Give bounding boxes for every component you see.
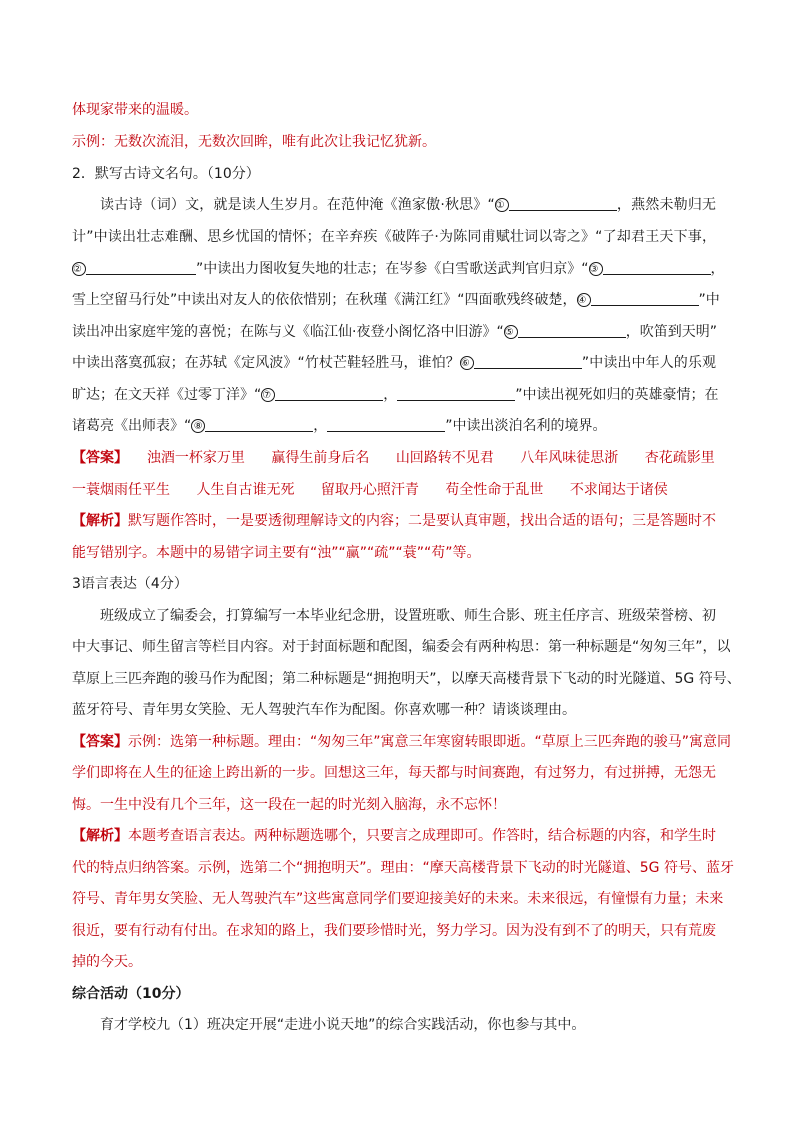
fill-blank-8b[interactable] bbox=[327, 416, 445, 432]
q2-text-line-2: 计”中读出壮志难酬、思乡忧国的情怀；在辛弃疾《破阵子·为陈同甫赋壮词以寄之》“了却君王天下事， bbox=[72, 229, 716, 245]
q3-text-line-3: 草原上三匹奔跑的骏马作为配图；第二种标题是“拥抱明天”，以摩天高楼背景下飞动的时光隧道、5G 符号、 bbox=[72, 671, 741, 687]
q2-text-line-5: 读出冲出家庭牢笼的喜悦；在陈与义《临江仙·夜登小阁忆洛中旧游》“⑤ ，吹笛到天明” bbox=[72, 324, 717, 340]
q2-analysis-line-2: 能写错别字。本题中的易错字词主要有“浊”“赢”“疏”“蓑”“苟”等。 bbox=[72, 545, 481, 561]
q2-title: 2．默写古诗文名句。（10分） bbox=[72, 166, 260, 182]
answer-item: 人生自古谁无死 bbox=[196, 482, 295, 498]
blank-number-7: ⑦ bbox=[261, 388, 275, 402]
answer-item: 浊酒一杯家万里 bbox=[146, 450, 245, 466]
q2-analysis-line-1: 【解析】默写题作答时，一是要透彻理解诗文的内容；二是要认真审题，找出合适的语句；三是答题时不 bbox=[72, 513, 716, 529]
q3-analysis-line-3: 符号、青年男女笑脸、无人驾驶汽车”这些寓意同学们要迎接美好的未来。未来很远，有憧憬有力量；未来 bbox=[72, 891, 724, 907]
q2-text-line-4: 雪上空留马行处”中读出对友人的依依惜别；在秋瑾《满江红》“四面歌残终破楚，④ ”中 bbox=[72, 292, 720, 308]
analysis-tag: 【解析】 bbox=[72, 828, 128, 844]
fill-blank-3[interactable] bbox=[603, 259, 711, 275]
q2-text-line-1: 读古诗（词）文，就是读人生岁月。在范仲淹《渔家傲·秋思》“① ，燕然未勒归无 bbox=[100, 197, 717, 213]
answer-item: 赢得生前身后名 bbox=[271, 450, 370, 466]
example-line: 示例：无数次流泪，无数次回眸，唯有此次让我记忆犹新。 bbox=[72, 134, 436, 150]
answer-item: 留取丹心照汗青 bbox=[320, 482, 419, 498]
q3-title: 3语言表达（4分） bbox=[72, 576, 188, 592]
q2-answer-row-1 bbox=[72, 448, 737, 468]
q3-analysis-line-5: 掉的今天。 bbox=[72, 954, 142, 970]
answer-item: 杏花疏影里 bbox=[644, 450, 715, 466]
q2-text-line-8: 诸葛亮《出师表》“ ⑧ ， ”中读出淡泊名利的境界。 bbox=[72, 418, 607, 434]
q3-text-line-1: 班级成立了编委会，打算编写一本毕业纪念册，设置班歌、师生合影、班主任序言、班级荣誉榜、初 bbox=[100, 608, 716, 624]
answer-item: 不求闻达于诸侯 bbox=[569, 482, 668, 498]
blank-number-1: ① bbox=[495, 198, 509, 212]
q2-text-line-7: 旷达；在文天祥《过零丁洋》“⑦ ， ”中读出视死如归的英雄豪情；在 bbox=[72, 387, 719, 403]
fill-blank-5[interactable] bbox=[518, 322, 626, 338]
answer-item: 山回路转不见君 bbox=[395, 450, 494, 466]
q2-text-line-3: ② ”中读出力图收复失地的壮志；在岑参《白雪歌送武判官归京》“③ ， bbox=[73, 261, 725, 277]
fill-blank-7b[interactable] bbox=[397, 385, 515, 401]
q2-answer-row-2 bbox=[72, 480, 690, 500]
activity-intro: 育才学校九（1）班决定开展“走进小说天地”的综合实践活动，你也参与其中。 bbox=[100, 1017, 586, 1033]
blank-number-2: ② bbox=[72, 262, 86, 276]
prev-answer-line: 体现家带来的温暖。 bbox=[72, 102, 198, 118]
blank-number-4: ④ bbox=[577, 293, 591, 307]
fill-blank-6[interactable] bbox=[474, 353, 582, 369]
q3-answer-line-1: 【答案】示例：选第一种标题。理由：“匆匆三年”寓意三年寒窗转眼即逝。“草原上三匹奔跑的骏马”寓意同 bbox=[72, 734, 732, 750]
analysis-tag: 【解析】 bbox=[72, 513, 128, 529]
q3-text-line-4: 蓝牙符号、青年男女笑脸、无人驾驶汽车作为配图。你喜欢哪一种？请谈谈理由。 bbox=[72, 702, 576, 718]
answer-item: 八年风味徒思浙 bbox=[520, 450, 619, 466]
fill-blank-2[interactable] bbox=[86, 259, 196, 275]
q3-answer-line-2: 学们即将在人生的征途上跨出新的一步。回想这三年，每天都与时间赛跑，有过努力，有过拼搏，无怨无 bbox=[72, 765, 716, 781]
blank-number-8: ⑧ bbox=[191, 419, 205, 433]
activity-title: 综合活动（10分） bbox=[72, 986, 190, 1002]
fill-blank-7a[interactable] bbox=[275, 385, 383, 401]
answer-tag: 【答案】 bbox=[72, 734, 128, 750]
blank-number-3: ③ bbox=[589, 262, 603, 276]
answer-item: 一蓑烟雨任平生 bbox=[72, 482, 170, 498]
q3-analysis-line-1: 【解析】本题考查语言表达。两种标题选哪个，只要言之成理即可。作答时，结合标题的内容，和学生时 bbox=[72, 828, 716, 844]
q2-text-line-6: 中读出落寞孤寂；在苏轼《定风波》“竹杖芒鞋轻胜马，谁怕？⑥ ”中读出中年人的乐观 bbox=[72, 355, 716, 371]
blank-number-6: ⑥ bbox=[460, 356, 474, 370]
answer-tag: 【答案】 bbox=[72, 450, 128, 466]
fill-blank-4[interactable] bbox=[591, 290, 699, 306]
q3-text-line-2: 中大事记、师生留言等栏目内容。对于封面标题和配图，编委会有两种构思：第一种标题是“匆匆三年”，以 bbox=[72, 639, 731, 655]
q3-answer-line-3: 悔。一生中没有几个三年，这一段在一起的时光刻入脑海，永不忘怀！ bbox=[72, 797, 506, 813]
fill-blank-8a[interactable] bbox=[205, 416, 313, 432]
answer-item: 苟全性命于乱世 bbox=[445, 482, 544, 498]
q3-analysis-line-2: 代的特点归纳答案。示例，选第二个“拥抱明天”。理由：“摩天高楼背景下飞动的时光隧道、5G 符号、蓝牙 bbox=[72, 860, 734, 876]
fill-blank-1[interactable] bbox=[509, 195, 617, 211]
blank-number-5: ⑤ bbox=[504, 325, 518, 339]
q3-analysis-line-4: 很近，要有行动有付出。在求知的路上，我们要珍惜时光，努力学习。因为没有到不了的明天，只有荒废 bbox=[72, 923, 716, 939]
